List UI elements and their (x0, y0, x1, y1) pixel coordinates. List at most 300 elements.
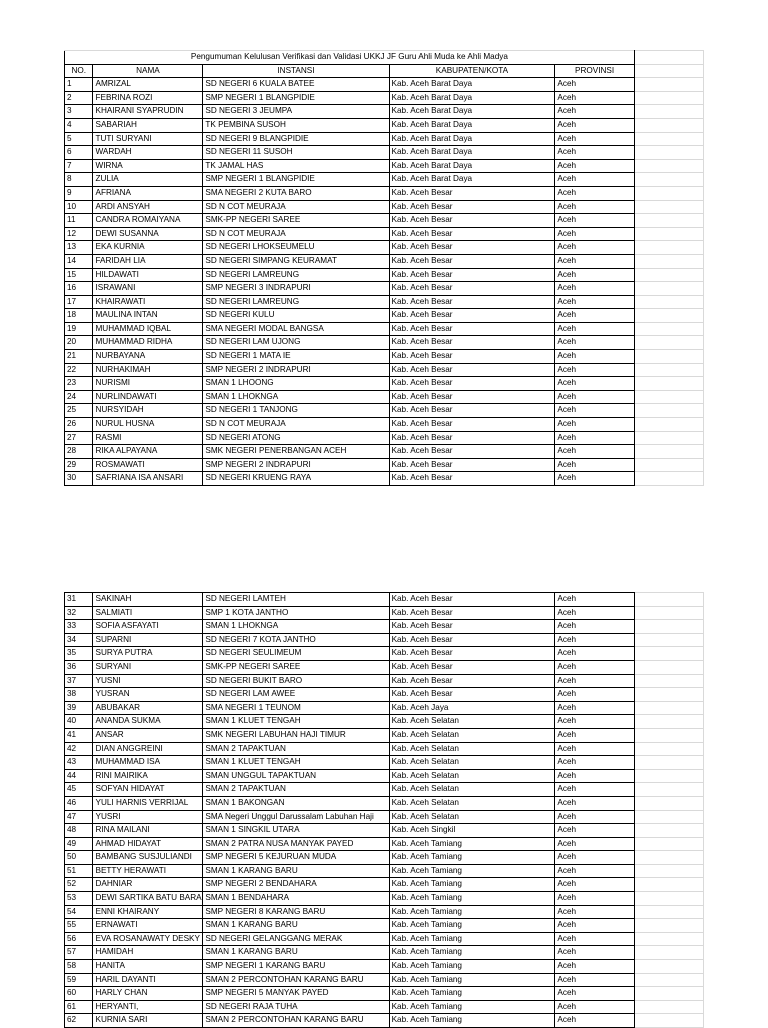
cell-no: 40 (65, 715, 93, 729)
table-row (65, 78, 704, 92)
cell-instansi: SD N COT MEURAJA (203, 418, 389, 432)
cell-no: 22 (65, 363, 93, 377)
cell-instansi: SD NEGERI BUKIT BARO (203, 674, 389, 688)
cell-instansi: SMK-PP NEGERI SAREE (203, 660, 389, 674)
cell-provinsi: Aceh (555, 458, 634, 472)
table-row (65, 1014, 704, 1028)
cell-provinsi: Aceh (555, 864, 634, 878)
cell-nama: SOFYAN HIDAYAT (93, 783, 203, 797)
table-row (65, 647, 704, 661)
cell-nama: HERYANTI, (93, 1000, 203, 1014)
cell-nama: DEWI SARTIKA BATU BARA (93, 892, 203, 906)
cell-provinsi: Aceh (555, 796, 634, 810)
cell-instansi: SMP NEGERI 3 INDRAPURI (203, 282, 389, 296)
table-row (65, 322, 704, 336)
cell-no: 20 (65, 336, 93, 350)
cell-provinsi: Aceh (555, 268, 634, 282)
cell-nama: YUSNI (93, 674, 203, 688)
cell-provinsi: Aceh (555, 728, 634, 742)
cell-nama: HARLY CHAN (93, 987, 203, 1001)
cell-provinsi: Aceh (555, 593, 634, 607)
cell-provinsi: Aceh (555, 905, 634, 919)
table-row (65, 105, 704, 119)
cell-no: 1 (65, 78, 93, 92)
table-row (65, 214, 704, 228)
cell-nama: DIAN ANGGREINI (93, 742, 203, 756)
cell-no: 38 (65, 688, 93, 702)
cell-nama: ABUBAKAR (93, 701, 203, 715)
cell-kabupaten: Kab. Aceh Besar (389, 322, 555, 336)
cell-kabupaten: Kab. Aceh Besar (389, 350, 555, 364)
cell-nama: SOFIA ASFAYATI (93, 620, 203, 634)
title-row (65, 51, 704, 65)
cell-no: 2 (65, 91, 93, 105)
cell-instansi: SD NEGERI 11 SUSOH (203, 146, 389, 160)
cell-nama: SABARIAH (93, 118, 203, 132)
cell-kabupaten: Kab. Aceh Besar (389, 633, 555, 647)
cell-no: 41 (65, 728, 93, 742)
cell-no: 60 (65, 987, 93, 1001)
cell-no: 15 (65, 268, 93, 282)
cell-provinsi: Aceh (555, 91, 634, 105)
table-row (65, 458, 704, 472)
cell-kabupaten: Kab. Aceh Barat Daya (389, 91, 555, 105)
cell-provinsi: Aceh (555, 336, 634, 350)
cell-no: 11 (65, 214, 93, 228)
cell-kabupaten: Kab. Aceh Tamiang (389, 878, 555, 892)
cell-provinsi: Aceh (555, 647, 634, 661)
table-row (65, 241, 704, 255)
cell-nama: SURYA PUTRA (93, 647, 203, 661)
cell-no: 54 (65, 905, 93, 919)
cell-nama: EVA ROSANAWATY DESKY (93, 932, 203, 946)
cell-nama: HANITA (93, 960, 203, 974)
cell-provinsi: Aceh (555, 418, 634, 432)
cell-provinsi: Aceh (555, 960, 634, 974)
cell-no: 36 (65, 660, 93, 674)
cell-instansi: SD N COT MEURAJA (203, 227, 389, 241)
cell-kabupaten: Kab. Aceh Besar (389, 309, 555, 323)
table-row (65, 769, 704, 783)
cell-kabupaten: Kab. Aceh Selatan (389, 756, 555, 770)
table-row (65, 1000, 704, 1014)
document-title: Pengumuman Kelulusan Verifikasi dan Validasi UKKJ JF Guru Ahli Muda ke Ahli Madya (65, 51, 635, 65)
cell-nama: NURHAKIMAH (93, 363, 203, 377)
table-row (65, 350, 704, 364)
cell-nama: FEBRINA ROZI (93, 91, 203, 105)
cell-provinsi: Aceh (555, 282, 634, 296)
cell-provinsi: Aceh (555, 105, 634, 119)
cell-provinsi: Aceh (555, 973, 634, 987)
table-row (65, 742, 704, 756)
cell-no: 24 (65, 390, 93, 404)
cell-nama: NURUL HUSNA (93, 418, 203, 432)
cell-nama: RINI MAIRIKA (93, 769, 203, 783)
cell-nama: ZULIA (93, 173, 203, 187)
cell-nama: NURISMI (93, 377, 203, 391)
cell-kabupaten: Kab. Aceh Besar (389, 431, 555, 445)
table-row (65, 837, 704, 851)
cell-kabupaten: Kab. Aceh Tamiang (389, 864, 555, 878)
cell-kabupaten: Kab. Aceh Besar (389, 227, 555, 241)
cell-instansi: SMK NEGERI LABUHAN HAJI TIMUR (203, 728, 389, 742)
table-row (65, 878, 704, 892)
cell-kabupaten: Kab. Aceh Besar (389, 363, 555, 377)
cell-instansi: SD NEGERI ATONG (203, 431, 389, 445)
cell-instansi: SMA NEGERI 1 TEUNOM (203, 701, 389, 715)
cell-provinsi: Aceh (555, 919, 634, 933)
cell-no: 6 (65, 146, 93, 160)
table-row (65, 633, 704, 647)
cell-instansi: SMP NEGERI 5 MANYAK PAYED (203, 987, 389, 1001)
cell-nama: HILDAWATI (93, 268, 203, 282)
table-row (65, 268, 704, 282)
cell-provinsi: Aceh (555, 241, 634, 255)
cell-nama: MUHAMMAD IQBAL (93, 322, 203, 336)
cell-no: 55 (65, 919, 93, 933)
cell-no: 53 (65, 892, 93, 906)
cell-no: 17 (65, 295, 93, 309)
cell-instansi: SD NEGERI 1 TANJONG (203, 404, 389, 418)
table-row (65, 674, 704, 688)
table-row (65, 973, 704, 987)
cell-nama: MAULINA INTAN (93, 309, 203, 323)
cell-instansi: SMP NEGERI 8 KARANG BARU (203, 905, 389, 919)
cell-instansi: SMAN 1 KARANG BARU (203, 919, 389, 933)
cell-nama: ERNAWATI (93, 919, 203, 933)
cell-instansi: SD NEGERI SIMPANG KEURAMAT (203, 254, 389, 268)
cell-kabupaten: Kab. Aceh Besar (389, 688, 555, 702)
cell-instansi: SMP NEGERI 2 INDRAPURI (203, 458, 389, 472)
cell-no: 43 (65, 756, 93, 770)
cell-nama: RINA MAILANI (93, 824, 203, 838)
cell-provinsi: Aceh (555, 810, 634, 824)
cell-no: 29 (65, 458, 93, 472)
table-row (65, 715, 704, 729)
cell-instansi: SMAN 2 PATRA NUSA MANYAK PAYED (203, 837, 389, 851)
cell-no: 23 (65, 377, 93, 391)
cell-kabupaten: Kab. Aceh Tamiang (389, 973, 555, 987)
cell-provinsi: Aceh (555, 254, 634, 268)
table-row (65, 960, 704, 974)
cell-provinsi: Aceh (555, 674, 634, 688)
cell-no: 37 (65, 674, 93, 688)
cell-nama: MUHAMMAD ISA (93, 756, 203, 770)
cell-provinsi: Aceh (555, 390, 634, 404)
cell-kabupaten: Kab. Aceh Jaya (389, 701, 555, 715)
cell-provinsi: Aceh (555, 837, 634, 851)
cell-nama: YUSRI (93, 810, 203, 824)
cell-instansi: SD NEGERI 6 KUALA BATEE (203, 78, 389, 92)
cell-no: 27 (65, 431, 93, 445)
cell-no: 13 (65, 241, 93, 255)
cell-nama: NURSYIDAH (93, 404, 203, 418)
cell-kabupaten: Kab. Aceh Besar (389, 404, 555, 418)
cell-nama: NURBAYANA (93, 350, 203, 364)
cell-instansi: SMAN 2 TAPAKTUAN (203, 783, 389, 797)
table-row (65, 336, 704, 350)
cell-kabupaten: Kab. Aceh Barat Daya (389, 132, 555, 146)
table-row (65, 905, 704, 919)
cell-no: 28 (65, 445, 93, 459)
cell-instansi: SD NEGERI KRUENG RAYA (203, 472, 389, 486)
cell-no: 52 (65, 878, 93, 892)
results-table-page-2 (64, 592, 704, 1028)
cell-kabupaten: Kab. Aceh Tamiang (389, 946, 555, 960)
cell-nama: MUHAMMAD RIDHA (93, 336, 203, 350)
table-row (65, 404, 704, 418)
cell-no: 35 (65, 647, 93, 661)
header-kabupaten: KABUPATEN/KOTA (389, 64, 555, 78)
cell-kabupaten: Kab. Aceh Tamiang (389, 905, 555, 919)
cell-no: 42 (65, 742, 93, 756)
cell-instansi: SMP NEGERI 2 BENDAHARA (203, 878, 389, 892)
cell-instansi: SMK NEGERI PENERBANGAN ACEH (203, 445, 389, 459)
header-row (65, 64, 704, 78)
cell-provinsi: Aceh (555, 660, 634, 674)
cell-kabupaten: Kab. Aceh Besar (389, 390, 555, 404)
header-provinsi: PROVINSI (555, 64, 634, 78)
table-row (65, 390, 704, 404)
cell-provinsi: Aceh (555, 742, 634, 756)
cell-nama: HARIL DAYANTI (93, 973, 203, 987)
table-row (65, 756, 704, 770)
cell-kabupaten: Kab. Aceh Selatan (389, 728, 555, 742)
cell-provinsi: Aceh (555, 987, 634, 1001)
table-row (65, 892, 704, 906)
cell-provinsi: Aceh (555, 1014, 634, 1028)
table-row (65, 282, 704, 296)
cell-no: 14 (65, 254, 93, 268)
cell-no: 18 (65, 309, 93, 323)
cell-provinsi: Aceh (555, 350, 634, 364)
cell-instansi: SMA NEGERI 2 KUTA BARO (203, 186, 389, 200)
cell-kabupaten: Kab. Aceh Barat Daya (389, 173, 555, 187)
cell-instansi: SMA NEGERI MODAL BANGSA (203, 322, 389, 336)
cell-kabupaten: Kab. Aceh Besar (389, 445, 555, 459)
header-nama: NAMA (93, 64, 203, 78)
table-row (65, 932, 704, 946)
cell-nama: ARDI ANSYAH (93, 200, 203, 214)
cell-instansi: SMAN 2 TAPAKTUAN (203, 742, 389, 756)
table-row (65, 173, 704, 187)
table-row (65, 227, 704, 241)
cell-instansi: SD NEGERI LAM UJONG (203, 336, 389, 350)
cell-nama: KURNIA SARI (93, 1014, 203, 1028)
cell-instansi: SMAN 1 KARANG BARU (203, 946, 389, 960)
cell-kabupaten: Kab. Aceh Besar (389, 674, 555, 688)
cell-kabupaten: Kab. Aceh Besar (389, 593, 555, 607)
table-row (65, 159, 704, 173)
cell-no: 33 (65, 620, 93, 634)
table-row (65, 295, 704, 309)
cell-nama: SAKINAH (93, 593, 203, 607)
cell-kabupaten: Kab. Aceh Selatan (389, 783, 555, 797)
cell-kabupaten: Kab. Aceh Besar (389, 200, 555, 214)
cell-nama: CANDRA ROMAIYANA (93, 214, 203, 228)
table-row (65, 593, 704, 607)
cell-no: 3 (65, 105, 93, 119)
cell-no: 59 (65, 973, 93, 987)
cell-nama: AFRIANA (93, 186, 203, 200)
cell-provinsi: Aceh (555, 946, 634, 960)
cell-nama: ROSMAWATI (93, 458, 203, 472)
cell-no: 49 (65, 837, 93, 851)
cell-no: 62 (65, 1014, 93, 1028)
cell-no: 58 (65, 960, 93, 974)
cell-nama: RIKA ALPAYANA (93, 445, 203, 459)
cell-kabupaten: Kab. Aceh Selatan (389, 810, 555, 824)
table-row (65, 660, 704, 674)
cell-kabupaten: Kab. Aceh Besar (389, 295, 555, 309)
table-row (65, 606, 704, 620)
cell-instansi: SD NEGERI RAJA TUHA (203, 1000, 389, 1014)
cell-instansi: SD NEGERI 9 BLANGPIDIE (203, 132, 389, 146)
cell-kabupaten: Kab. Aceh Tamiang (389, 1000, 555, 1014)
cell-provinsi: Aceh (555, 214, 634, 228)
cell-no: 31 (65, 593, 93, 607)
cell-nama: DAHNIAR (93, 878, 203, 892)
cell-provinsi: Aceh (555, 688, 634, 702)
cell-instansi: SD N COT MEURAJA (203, 200, 389, 214)
cell-kabupaten: Kab. Aceh Barat Daya (389, 78, 555, 92)
table-row (65, 309, 704, 323)
table-row (65, 851, 704, 865)
cell-provinsi: Aceh (555, 431, 634, 445)
cell-instansi: SMP NEGERI 2 INDRAPURI (203, 363, 389, 377)
cell-provinsi: Aceh (555, 78, 634, 92)
cell-kabupaten: Kab. Aceh Besar (389, 241, 555, 255)
cell-instansi: TK JAMAL HAS (203, 159, 389, 173)
cell-nama: SURYANI (93, 660, 203, 674)
cell-nama: SAFRIANA ISA ANSARI (93, 472, 203, 486)
table-row (65, 728, 704, 742)
cell-kabupaten: Kab. Aceh Besar (389, 472, 555, 486)
cell-kabupaten: Kab. Aceh Tamiang (389, 837, 555, 851)
cell-instansi: TK PEMBINA SUSOH (203, 118, 389, 132)
table-row (65, 118, 704, 132)
cell-kabupaten: Kab. Aceh Besar (389, 186, 555, 200)
cell-nama: FARIDAH LIA (93, 254, 203, 268)
cell-no: 47 (65, 810, 93, 824)
table-row (65, 186, 704, 200)
cell-no: 50 (65, 851, 93, 865)
cell-kabupaten: Kab. Aceh Tamiang (389, 932, 555, 946)
cell-nama: AHMAD HIDAYAT (93, 837, 203, 851)
cell-nama: AMRIZAL (93, 78, 203, 92)
cell-kabupaten: Kab. Aceh Selatan (389, 715, 555, 729)
table-row (65, 254, 704, 268)
cell-kabupaten: Kab. Aceh Besar (389, 268, 555, 282)
cell-nama: SUPARNI (93, 633, 203, 647)
cell-kabupaten: Kab. Aceh Besar (389, 458, 555, 472)
cell-provinsi: Aceh (555, 701, 634, 715)
cell-kabupaten: Kab. Aceh Besar (389, 254, 555, 268)
cell-nama: KHAIRANI SYAPRUDIN (93, 105, 203, 119)
cell-kabupaten: Kab. Aceh Besar (389, 282, 555, 296)
cell-no: 9 (65, 186, 93, 200)
header-instansi: INSTANSI (203, 64, 389, 78)
cell-instansi: SMA Negeri Unggul Darussalam Labuhan Haji (203, 810, 389, 824)
cell-kabupaten: Kab. Aceh Tamiang (389, 1014, 555, 1028)
table-row (65, 810, 704, 824)
table-row (65, 377, 704, 391)
table-row (65, 796, 704, 810)
cell-no: 21 (65, 350, 93, 364)
cell-provinsi: Aceh (555, 783, 634, 797)
cell-kabupaten: Kab. Aceh Tamiang (389, 960, 555, 974)
cell-no: 16 (65, 282, 93, 296)
table-row (65, 783, 704, 797)
cell-provinsi: Aceh (555, 186, 634, 200)
cell-no: 4 (65, 118, 93, 132)
cell-kabupaten: Kab. Aceh Besar (389, 647, 555, 661)
cell-nama: WARDAH (93, 146, 203, 160)
cell-provinsi: Aceh (555, 892, 634, 906)
cell-provinsi: Aceh (555, 606, 634, 620)
cell-nama: ANANDA SUKMA (93, 715, 203, 729)
cell-instansi: SD NEGERI KULU (203, 309, 389, 323)
cell-instansi: SMAN 1 BAKONGAN (203, 796, 389, 810)
cell-no: 48 (65, 824, 93, 838)
cell-provinsi: Aceh (555, 445, 634, 459)
cell-nama: DEWI SUSANNA (93, 227, 203, 241)
cell-kabupaten: Kab. Aceh Tamiang (389, 851, 555, 865)
cell-no: 25 (65, 404, 93, 418)
table-row (65, 919, 704, 933)
cell-nama: NURLINDAWATI (93, 390, 203, 404)
table-row (65, 418, 704, 432)
cell-provinsi: Aceh (555, 118, 634, 132)
cell-provinsi: Aceh (555, 377, 634, 391)
cell-no: 57 (65, 946, 93, 960)
cell-instansi: SMAN 1 KARANG BARU (203, 864, 389, 878)
cell-instansi: SMAN 1 KLUET TENGAH (203, 756, 389, 770)
cell-nama: WIRNA (93, 159, 203, 173)
cell-no: 46 (65, 796, 93, 810)
cell-nama: EKA KURNIA (93, 241, 203, 255)
table-row (65, 620, 704, 634)
cell-kabupaten: Kab. Aceh Singkil (389, 824, 555, 838)
cell-provinsi: Aceh (555, 633, 634, 647)
cell-kabupaten: Kab. Aceh Barat Daya (389, 159, 555, 173)
table-row (65, 688, 704, 702)
cell-nama: YULI HARNIS VERRIJAL (93, 796, 203, 810)
cell-provinsi: Aceh (555, 132, 634, 146)
cell-no: 7 (65, 159, 93, 173)
cell-instansi: SD NEGERI LAMREUNG (203, 268, 389, 282)
cell-kabupaten: Kab. Aceh Selatan (389, 769, 555, 783)
cell-no: 32 (65, 606, 93, 620)
cell-provinsi: Aceh (555, 227, 634, 241)
cell-instansi: SMAN 1 LHOONG (203, 377, 389, 391)
cell-no: 39 (65, 701, 93, 715)
cell-instansi: SD NEGERI GELANGGANG MERAK (203, 932, 389, 946)
cell-no: 26 (65, 418, 93, 432)
cell-instansi: SMAN 2 PERCONTOHAN KARANG BARU (203, 1014, 389, 1028)
cell-provinsi: Aceh (555, 322, 634, 336)
cell-kabupaten: Kab. Aceh Barat Daya (389, 118, 555, 132)
cell-provinsi: Aceh (555, 715, 634, 729)
cell-nama: RASMI (93, 431, 203, 445)
cell-kabupaten: Kab. Aceh Tamiang (389, 987, 555, 1001)
cell-instansi: SD NEGERI LAMTEH (203, 593, 389, 607)
cell-kabupaten: Kab. Aceh Besar (389, 418, 555, 432)
cell-nama: ENNI KHAIRANY (93, 905, 203, 919)
cell-nama: SALMIATI (93, 606, 203, 620)
cell-provinsi: Aceh (555, 851, 634, 865)
cell-nama: BAMBANG SUSJULIANDI (93, 851, 203, 865)
